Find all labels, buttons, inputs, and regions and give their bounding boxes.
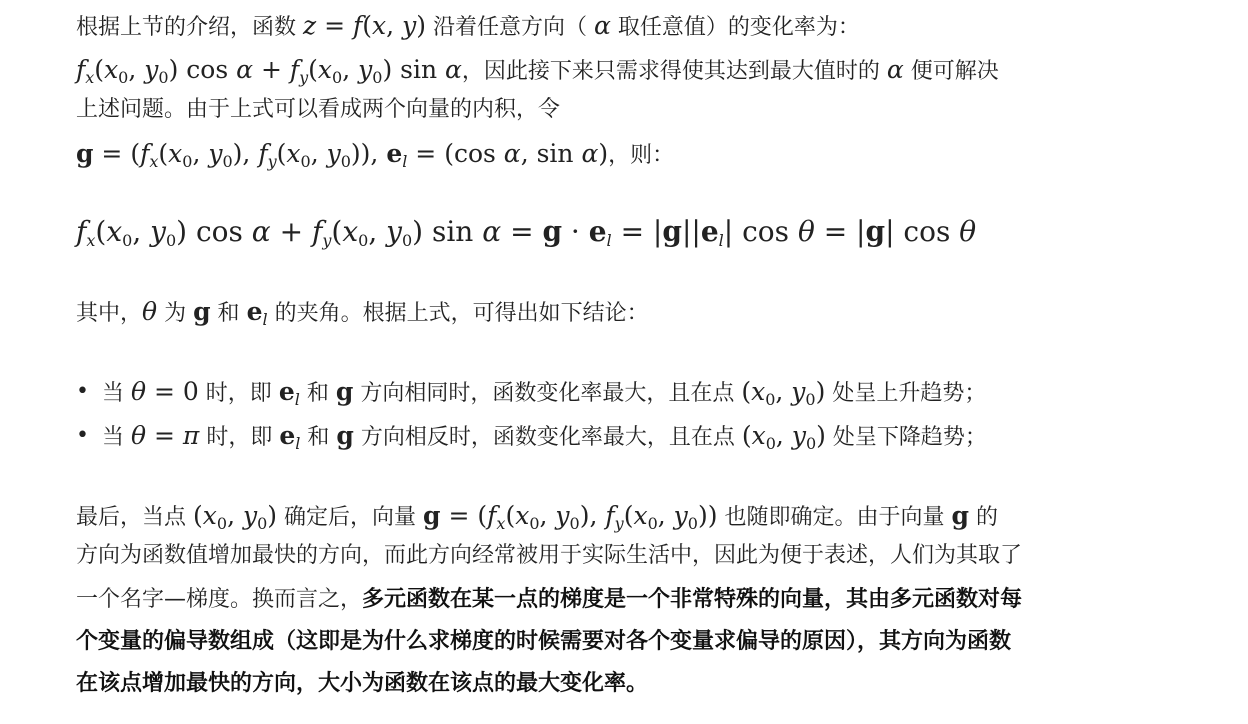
paragraph-1-line-2 (76, 52, 999, 96)
text: 沿着任意方向（ (425, 15, 594, 40)
math-point: ($x_0$, $y_0$) (193, 501, 278, 533)
text: 处呈上升趋势； (825, 381, 987, 406)
text: 根据上节的介绍，函数 (76, 15, 303, 40)
text: ，则： (608, 143, 675, 168)
math-vector-definitions: $g = (f_x(x_0$, $y_0$), $f_y(x_0$, $y_0$)), $e_l = (\cos$ α, sin α) (76, 139, 609, 171)
math-g: g (336, 421, 354, 450)
paragraph-3-line-3 (76, 582, 1022, 618)
paragraph-1-line-4 (76, 136, 674, 180)
text: 处呈下降趋势； (825, 425, 987, 450)
text: 方向为函数值增加最快的方向，而此方向经常被用于实际生活中，因此为便于表述，人们为其取了 (76, 543, 1023, 568)
text: 时，即 (199, 425, 280, 450)
bullet-icon: • (76, 423, 89, 448)
paragraph-1-line-1 (76, 8, 860, 46)
math-theta-pi: θ = π (131, 421, 200, 450)
text: 确定后，向量 (277, 505, 424, 530)
math-theta-zero: θ = 0 (131, 377, 199, 406)
bold-text: 在该点增加最快的方向，大小为函数在该点的最大变化率。 (76, 671, 649, 696)
text: 时，即 (198, 381, 279, 406)
paragraph-3-line-1 (76, 498, 998, 542)
math-theta: θ (142, 297, 158, 326)
text: 的夹角。根据上式，可得出如下结论： (267, 301, 649, 326)
text: 上述问题。由于上式可以看成两个向量的内积，令 (76, 97, 561, 122)
math-g: g (335, 377, 354, 406)
paragraph-2 (76, 294, 649, 338)
math-point: ($x_0$, $y_0$) (741, 377, 826, 409)
text: 最后，当点 (76, 505, 193, 530)
text: 和 (210, 301, 247, 326)
text: 的 (968, 505, 998, 530)
text: 其中， (76, 301, 143, 326)
math-el: $e_l$ (279, 421, 301, 453)
text: 当 (102, 381, 131, 406)
math-alpha: α (886, 55, 904, 84)
display-equation (76, 214, 976, 259)
paragraph-3-line-5 (76, 666, 648, 702)
bold-text: 多元函数在某一点的梯度是一个非常特殊的向量，其由多元函数对每 (362, 587, 1023, 612)
paragraph-3-line-2 (76, 538, 1022, 574)
math-g: g (193, 297, 211, 326)
text: 取任意值）的变化率为： (610, 15, 860, 40)
math-dot-product-equation: $f_x(x0$, y0) $\cos \alpha + f_y(x0$, y0) $\sin \alpha = g \cdot e_l = |g||e_l|$ cos θ = |g| cos θ (76, 215, 977, 250)
paragraph-1-line-3 (76, 92, 560, 128)
text: 当 (102, 425, 131, 450)
paragraph-3-line-4 (76, 624, 1011, 660)
text: 也随即确定。由于向量 (717, 505, 952, 530)
text: 方向相反时，函数变化率最大，且在点 (353, 425, 742, 450)
text: 方向相同时，函数变化率最大，且在点 (353, 381, 742, 406)
math-directional-derivative: $f_x(x_0$, $y_0$) $\cos \alpha + f_y(x_0$, $y_0$) sin α (76, 55, 462, 87)
math-point: ($x_0$, $y_0$) (741, 421, 826, 453)
text: 为 (157, 301, 194, 326)
text: 便可解决 (903, 59, 999, 84)
text: 和 (299, 381, 336, 406)
text: 一个名字—梯度。换而言之， (76, 587, 363, 612)
math-g: g (951, 501, 969, 530)
math-function-z: z = f(x, y) (303, 11, 426, 40)
math-el: $e_l$ (246, 297, 268, 329)
bullet-icon: • (76, 379, 89, 404)
math-el: $e_l$ (278, 377, 300, 409)
math-gradient-vector: $g = (f_x(x_0$, $y_0$), $f_y(x_0$, $y_0$)) (423, 501, 718, 533)
math-alpha: α (593, 11, 611, 40)
text: ，因此接下来只需求得使其达到最大值时的 (461, 59, 887, 84)
bold-text: 个变量的偏导数组成（这即是为什么求梯度的时候需要对各个变量求偏导的原因），其方向为函数 (76, 629, 1012, 654)
text: 和 (300, 425, 337, 450)
